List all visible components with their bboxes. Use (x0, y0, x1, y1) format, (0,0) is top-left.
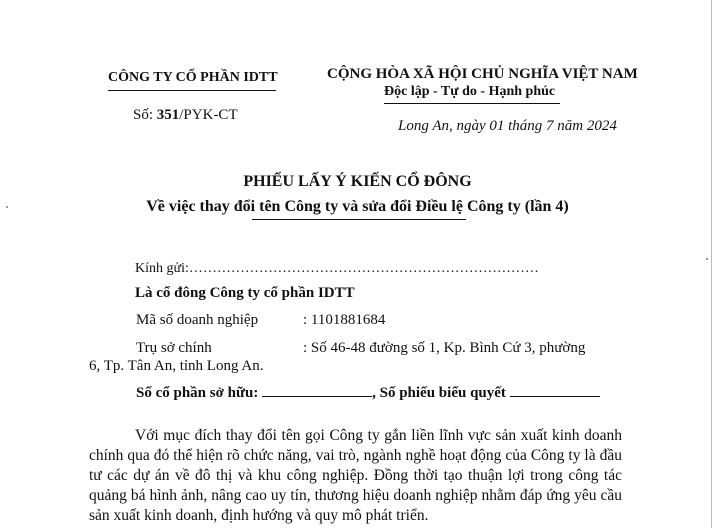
national-motto: Độc lập - Tự do - Hạnh phúc (384, 84, 556, 99)
tax-code-label: Mã số doanh nghiệp (136, 312, 259, 328)
shareholder-intro: Là cổ đông Công ty cổ phần IDTT (135, 285, 355, 301)
body-paragraph: Với mục đích thay đổi tên gọi Công ty gắn liền lĩnh vực sản xuất kinh doanh chính qua đó thể hiện rõ chức năng, vai trò, ngành nghề hoạt động của Công ty là đầu tư các dự án về đô thị và khu công nghiệp. Đồng thời tạo thuận lợi trong công tác quảng bá hình ảnh, nâng cao uy tín, thương hiệu doanh nghiệp nhằm đáp ứng yêu cầu sản xuất kinh doanh, định hướng và quy mô phát triển. (89, 427, 622, 524)
shares-owned-blank[interactable] (262, 384, 372, 397)
document-number (133, 107, 238, 124)
page-edge (711, 0, 712, 528)
address-value: : Số 46-48 đường số 1, Kp. Bình Cứ 3, phường (303, 340, 586, 356)
motto-underline (384, 103, 560, 104)
company-name: CÔNG TY CỔ PHẦN IDTT (108, 70, 278, 85)
form-subtitle: Về việc thay đổi tên Công ty và sửa đổi Điều lệ Công ty (lần 4) (146, 198, 569, 215)
tax-code-value: : 1101881684 (303, 312, 386, 328)
shares-line (136, 384, 600, 402)
document-number-suffix: /PYK-CT (179, 107, 238, 123)
scan-speck (706, 258, 708, 260)
shares-owned-label: Số cổ phần sở hữu: (136, 385, 263, 401)
document-number-label: Số: (133, 107, 157, 123)
form-title: PHIẾU LẤY Ý KIẾN CỔ ĐÔNG (243, 173, 472, 190)
republic-heading: CỘNG HÒA XÃ HỘI CHỦ NGHĨA VIỆT NAM (327, 66, 638, 82)
recipient-line: Kính gửi:………………………………………………………………… (135, 261, 539, 276)
subtitle-underline (252, 219, 466, 220)
voting-label: Số phiếu biểu quyết (379, 385, 510, 401)
address-continued: 6, Tp. Tân An, tỉnh Long An. (89, 358, 264, 374)
voting-blank[interactable] (510, 384, 600, 397)
shares-separator: , (372, 385, 380, 401)
address-label: Trụ sở chính (136, 340, 212, 356)
place-date: Long An, ngày 01 tháng 7 năm 2024 (398, 118, 617, 134)
company-name-underline (108, 90, 276, 91)
document-number-value: 351 (156, 107, 180, 123)
